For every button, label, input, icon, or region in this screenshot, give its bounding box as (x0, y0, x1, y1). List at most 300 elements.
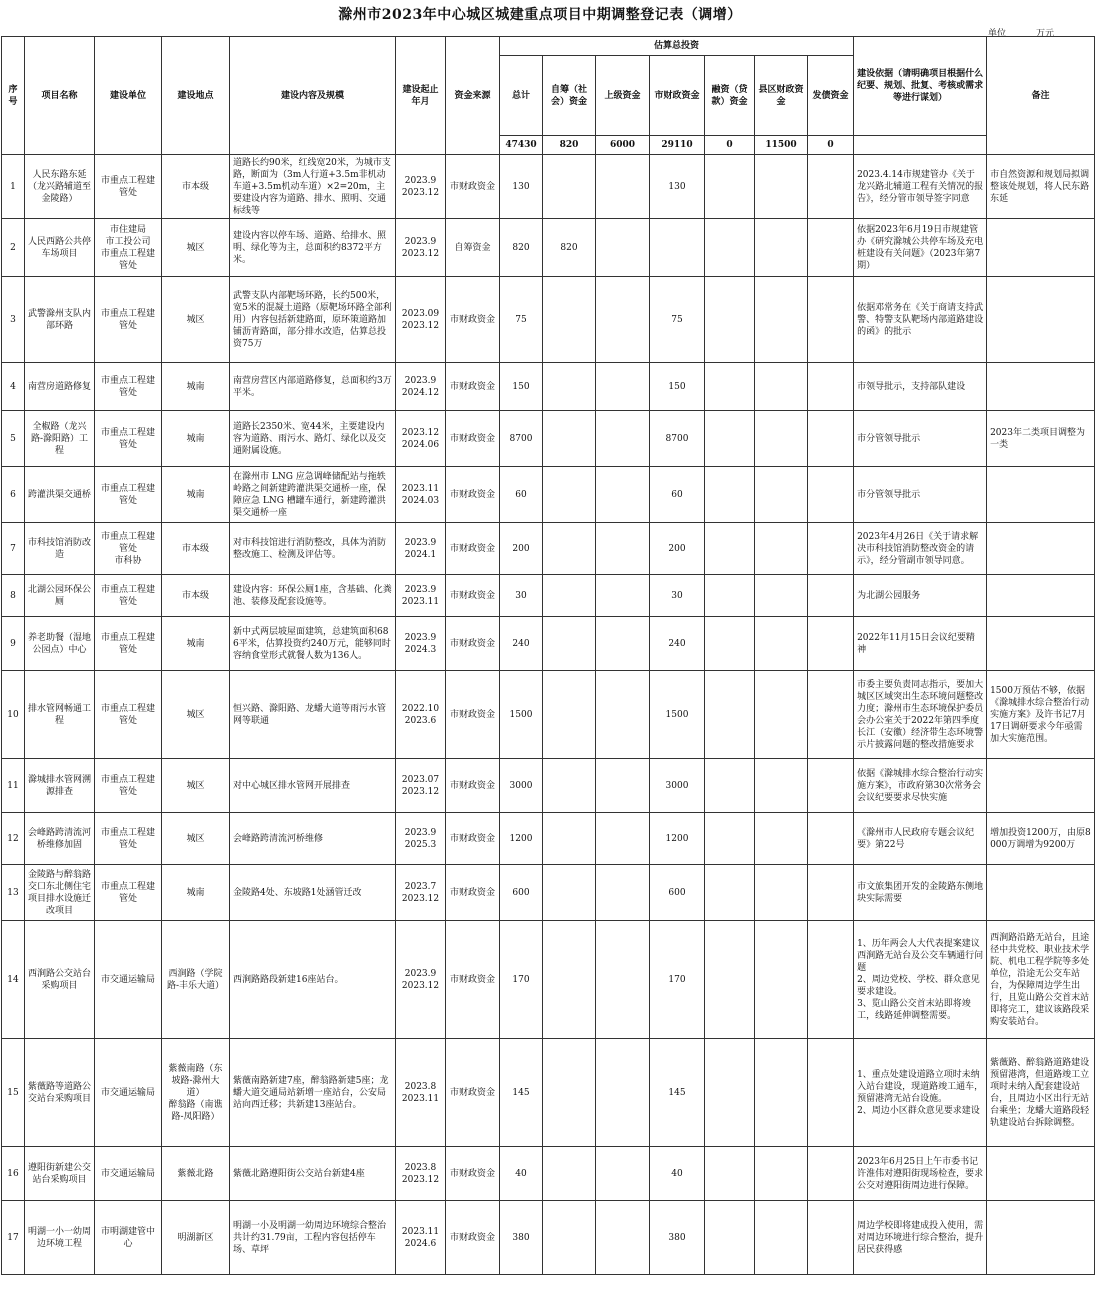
cell-bond-funds (808, 219, 854, 277)
cell-district-funds (755, 617, 808, 671)
cell-unit: 市重点工程建管处 (95, 467, 162, 523)
cell-bond-funds (808, 671, 854, 759)
cell-self-funds (543, 813, 596, 865)
cell-basis: 市分管领导批示 (854, 411, 987, 467)
header-content: 建设内容及规模 (230, 37, 396, 155)
unit-value: 万元 (1036, 29, 1055, 39)
cell-city-funds: 1500 (650, 671, 705, 759)
cell-district-funds (755, 219, 808, 277)
cell-upper-funds (596, 671, 650, 759)
cell-period: 2023.9 2023.11 (396, 575, 446, 617)
cell-location: 明湖新区 (162, 1201, 230, 1275)
cell-remark: 市自然资源和规划局拟调整该处规划，将人民东路东延 (987, 155, 1095, 219)
cell-content: 紫薇北路遵阳街公交站台新建4座 (230, 1147, 396, 1201)
cell-seq: 5 (2, 411, 25, 467)
cell-source: 市财政资金 (446, 363, 500, 411)
cell-remark: 紫薇路、醉翁路道路建设预留港湾，但道路竣工立项时未纳入配套建设站台，且周边小区出行无站台乘坐；龙蟠大道路段轻轨建设站台拆除调整。 (987, 1039, 1095, 1147)
cell-source: 市财政资金 (446, 155, 500, 219)
cell-seq: 17 (2, 1201, 25, 1275)
cell-self-funds (543, 277, 596, 363)
table-row (2, 467, 1095, 523)
cell-location: 城区 (162, 671, 230, 759)
cell-period: 2023.12 2024.06 (396, 411, 446, 467)
cell-district-funds (755, 467, 808, 523)
cell-upper-funds (596, 155, 650, 219)
cell-source: 自筹资金 (446, 219, 500, 277)
cell-total: 170 (500, 921, 543, 1039)
cell-content: 道路长约90米，红线宽20米，为城市支路，断面为（3m人行道+3.5m非机动车道+3.5m机动车道）×2=20m，主要建设内容为道路、排水、照明、交通标线等 (230, 155, 396, 219)
cell-location: 城区 (162, 219, 230, 277)
cell-unit: 市交通运输局 (95, 1039, 162, 1147)
header-bond-funds: 发债资金 (808, 56, 854, 136)
cell-location: 城区 (162, 277, 230, 363)
cell-bond-funds (808, 1147, 854, 1201)
cell-seq: 2 (2, 219, 25, 277)
cell-source: 市财政资金 (446, 467, 500, 523)
cell-name: 滁城排水管网溯源排查 (25, 759, 95, 813)
cell-period: 2023.8 2023.12 (396, 1147, 446, 1201)
cell-remark: 2023年二类项目调整为一类 (987, 411, 1095, 467)
cell-upper-funds (596, 411, 650, 467)
cell-name: 遵阳街新建公交站台采购项目 (25, 1147, 95, 1201)
cell-city-funds: 600 (650, 865, 705, 921)
cell-upper-funds (596, 523, 650, 575)
cell-name: 人民东路东延（龙兴路辅道至金陵路） (25, 155, 95, 219)
cell-remark (987, 617, 1095, 671)
cell-total: 40 (500, 1147, 543, 1201)
cell-self-funds (543, 617, 596, 671)
cell-bond-funds (808, 921, 854, 1039)
cell-basis: 2023.4.14市规建管办《关于龙兴路北辅道工程有关情况的报告》，经分管市领导签字同意 (854, 155, 987, 219)
header-basis: 建设依据（请明确项目根据什么纪要、规划、批复、考核或需求等进行谋划） (854, 37, 987, 136)
cell-unit: 市重点工程建管处 (95, 865, 162, 921)
cell-basis: 依据邓常务在《关于商请支持武警、特警支队靶场内部道路建设的函》的批示 (854, 277, 987, 363)
cell-location: 城南 (162, 865, 230, 921)
cell-location: 城南 (162, 363, 230, 411)
cell-loan-funds (705, 575, 755, 617)
cell-content: 建设内容以停车场、道路、给排水、照明、绿化等为主，总面积约8372平方米。 (230, 219, 396, 277)
cell-seq: 13 (2, 865, 25, 921)
cell-unit: 市重点工程建管处 (95, 575, 162, 617)
header-city-funds: 市财政资金 (650, 56, 705, 136)
cell-period: 2023.9 2024.12 (396, 363, 446, 411)
cell-period: 2023.11 2024.03 (396, 467, 446, 523)
cell-upper-funds (596, 1039, 650, 1147)
cell-seq: 9 (2, 617, 25, 671)
table-row (2, 921, 1095, 1039)
cell-remark (987, 759, 1095, 813)
header-source: 资金来源 (446, 37, 500, 155)
cell-city-funds: 75 (650, 277, 705, 363)
cell-period: 2023.7 2023.12 (396, 865, 446, 921)
cell-seq: 15 (2, 1039, 25, 1147)
cell-self-funds (543, 523, 596, 575)
cell-location: 紫薇南路（东坡路-滁州大道） 醉翁路（南谯路-凤阳路） (162, 1039, 230, 1147)
cell-source: 市财政资金 (446, 575, 500, 617)
cell-district-funds (755, 921, 808, 1039)
cell-total: 75 (500, 277, 543, 363)
cell-content: 明湖一小及明湖一幼周边环境综合整治共计约31.79亩，工程内容包括停车场、草坪 (230, 1201, 396, 1275)
cell-period: 2023.8 2023.11 (396, 1039, 446, 1147)
table-row (2, 575, 1095, 617)
cell-name: 人民西路公共停车场项目 (25, 219, 95, 277)
cell-total: 240 (500, 617, 543, 671)
header-period: 建设起止年月 (396, 37, 446, 155)
cell-name: 明湖一小一幼周边环境工程 (25, 1201, 95, 1275)
cell-name: 西涧路公交站台采购项目 (25, 921, 95, 1039)
cell-district-funds (755, 155, 808, 219)
cell-district-funds (755, 363, 808, 411)
cell-upper-funds (596, 1201, 650, 1275)
cell-remark (987, 523, 1095, 575)
cell-name: 市科技馆消防改造 (25, 523, 95, 575)
cell-bond-funds (808, 1201, 854, 1275)
cell-period: 2023.9 2023.12 (396, 921, 446, 1039)
cell-city-funds: 240 (650, 617, 705, 671)
cell-remark (987, 467, 1095, 523)
cell-remark (987, 277, 1095, 363)
cell-source: 市财政资金 (446, 617, 500, 671)
cell-period: 2023.09 2023.12 (396, 277, 446, 363)
cell-remark (987, 219, 1095, 277)
cell-district-funds (755, 1147, 808, 1201)
cell-self-funds (543, 759, 596, 813)
cell-total: 380 (500, 1201, 543, 1275)
cell-basis: 2023年6月25日上午市委书记许淮伟对遵阳街现场检查，要求公交对遵阳街周边进行保障。 (854, 1147, 987, 1201)
cell-source: 市财政资金 (446, 1039, 500, 1147)
cell-remark (987, 1147, 1095, 1201)
cell-location: 市本级 (162, 523, 230, 575)
cell-total: 3000 (500, 759, 543, 813)
cell-bond-funds (808, 865, 854, 921)
cell-basis: 1、重点处建设道路立项时未纳入站台建设，现道路竣工通车，预留港湾无站台设施。 2、周边小区群众意见要求建设 (854, 1039, 987, 1147)
cell-seq: 4 (2, 363, 25, 411)
header-loan-funds: 融资（贷款）资金 (705, 56, 755, 136)
cell-city-funds: 380 (650, 1201, 705, 1275)
cell-upper-funds (596, 219, 650, 277)
cell-remark (987, 1201, 1095, 1275)
cell-total: 145 (500, 1039, 543, 1147)
cell-upper-funds (596, 363, 650, 411)
cell-loan-funds (705, 617, 755, 671)
cell-source: 市财政资金 (446, 411, 500, 467)
cell-basis: 市分管领导批示 (854, 467, 987, 523)
cell-upper-funds (596, 575, 650, 617)
total-city: 29110 (650, 136, 705, 155)
table-row (2, 759, 1095, 813)
cell-source: 市财政资金 (446, 1201, 500, 1275)
cell-district-funds (755, 671, 808, 759)
cell-bond-funds (808, 617, 854, 671)
cell-seq: 6 (2, 467, 25, 523)
cell-upper-funds (596, 617, 650, 671)
cell-seq: 10 (2, 671, 25, 759)
cell-period: 2023.9 2023.12 (396, 155, 446, 219)
cell-basis: 2022年11月15日会议纪要精神 (854, 617, 987, 671)
cell-district-funds (755, 865, 808, 921)
table-row (2, 865, 1095, 921)
cell-remark: 增加投资1200万，由原8000万调增为9200万 (987, 813, 1095, 865)
cell-upper-funds (596, 865, 650, 921)
cell-name: 跨灌洪渠交通桥 (25, 467, 95, 523)
cell-source: 市财政资金 (446, 523, 500, 575)
cell-loan-funds (705, 759, 755, 813)
cell-bond-funds (808, 523, 854, 575)
cell-total: 820 (500, 219, 543, 277)
project-table (1, 36, 1095, 1275)
cell-basis: 依据2023年6月19日市规建管办《研究滁城公共停车场及充电桩建设有关问题》（2023年第7期） (854, 219, 987, 277)
cell-seq: 12 (2, 813, 25, 865)
cell-source: 市财政资金 (446, 277, 500, 363)
header-location: 建设地点 (162, 37, 230, 155)
cell-basis: 周边学校即将建成投入使用，需对周边环境进行综合整治，提升居民获得感 (854, 1201, 987, 1275)
cell-content: 紫薇南路新建7座，醉翁路新建5座；龙蟠大道交通局站新增一座站台，公安局站向西迁移；共新建13座站台。 (230, 1039, 396, 1147)
cell-content: 在滁州市 LNG 应急调峰储配站与拖轶岭路之间新建跨灌洪渠交通桥一座，保障应急 LNG 槽罐车通行，新建跨灌洪渠交通桥一座 (230, 467, 396, 523)
cell-bond-funds (808, 411, 854, 467)
cell-total: 1200 (500, 813, 543, 865)
cell-self-funds (543, 671, 596, 759)
cell-content: 武警支队内部靶场环路，长约500米，宽5米的混凝土道路（原靶场环路全部利用）内容包括新建路面，原环策道路加铺沥青路面，部分排水改造，估算总投资75万 (230, 277, 396, 363)
cell-self-funds (543, 921, 596, 1039)
cell-city-funds: 40 (650, 1147, 705, 1201)
page-title: 滁州市2023年中心城区城建重点项目中期调整登记表（调增） (338, 7, 742, 23)
cell-unit: 市重点工程建管处 市科协 (95, 523, 162, 575)
cell-period: 2023.9 2024.3 (396, 617, 446, 671)
cell-source: 市财政资金 (446, 865, 500, 921)
cell-total: 1500 (500, 671, 543, 759)
cell-basis: 为北湖公园服务 (854, 575, 987, 617)
cell-basis: 《滁州市人民政府专题会议纪要》第22号 (854, 813, 987, 865)
cell-content: 恒兴路、滁阳路、龙蟠大道等雨污水管网等联通 (230, 671, 396, 759)
cell-city-funds (650, 219, 705, 277)
cell-period: 2023.11 2024.6 (396, 1201, 446, 1275)
cell-unit: 市住建局 市工投公司 市重点工程建管处 (95, 219, 162, 277)
cell-total: 200 (500, 523, 543, 575)
cell-unit: 市明湖建管中心 (95, 1201, 162, 1275)
cell-content: 西涧路路段新建16座站台。 (230, 921, 396, 1039)
cell-unit: 市交通运输局 (95, 1147, 162, 1201)
cell-period: 2023.07 2023.12 (396, 759, 446, 813)
cell-basis: 2023年4月26日《关于请求解决市科技馆消防整改资金的请示》，经分管副市领导同意。 (854, 523, 987, 575)
cell-source: 市财政资金 (446, 671, 500, 759)
cell-loan-funds (705, 865, 755, 921)
cell-bond-funds (808, 363, 854, 411)
table-row (2, 411, 1095, 467)
table-row (2, 671, 1095, 759)
cell-period: 2023.9 2025.3 (396, 813, 446, 865)
cell-district-funds (755, 277, 808, 363)
cell-total: 8700 (500, 411, 543, 467)
cell-basis: 市文旅集团开发的金陵路东侧地块实际需要 (854, 865, 987, 921)
cell-bond-funds (808, 277, 854, 363)
cell-source: 市财政资金 (446, 1147, 500, 1201)
cell-total: 150 (500, 363, 543, 411)
cell-location: 城南 (162, 467, 230, 523)
cell-total: 130 (500, 155, 543, 219)
cell-seq: 7 (2, 523, 25, 575)
cell-total: 60 (500, 467, 543, 523)
cell-loan-funds (705, 219, 755, 277)
cell-upper-funds (596, 277, 650, 363)
header-name: 项目名称 (25, 37, 95, 155)
cell-city-funds: 8700 (650, 411, 705, 467)
cell-city-funds: 200 (650, 523, 705, 575)
cell-location: 紫薇北路 (162, 1147, 230, 1201)
cell-upper-funds (596, 921, 650, 1039)
cell-basis: 市委主要负责同志指示，要加大城区区域突出生态环境问题整改力度；滁州市生态环境保护委员会办公室关于2022年第四季度长江（安徽）经济带生态环境警示片披露问题的整改措施要求 (854, 671, 987, 759)
table-row (2, 1147, 1095, 1201)
cell-district-funds (755, 759, 808, 813)
cell-seq: 11 (2, 759, 25, 813)
table-row (2, 523, 1095, 575)
cell-remark (987, 363, 1095, 411)
cell-district-funds (755, 523, 808, 575)
cell-location: 城区 (162, 813, 230, 865)
cell-source: 市财政资金 (446, 921, 500, 1039)
header-unit: 建设单位 (95, 37, 162, 155)
cell-remark: 西涧路沿路无站台，且途径中共党校、职业技术学院、机电工程学院等多处单位，沿途无公交车站台，为保障周边学生出行，且览山路公交首末站即将完工，建议该路段采购安装站台。 (987, 921, 1095, 1039)
table-row (2, 617, 1095, 671)
cell-city-funds: 30 (650, 575, 705, 617)
cell-bond-funds (808, 813, 854, 865)
cell-unit: 市交通运输局 (95, 921, 162, 1039)
cell-district-funds (755, 1201, 808, 1275)
total-bond: 0 (808, 136, 854, 155)
table-row (2, 277, 1095, 363)
cell-name: 北湖公园环保公厕 (25, 575, 95, 617)
cell-seq: 1 (2, 155, 25, 219)
cell-name: 会峰路跨清流河桥维修加固 (25, 813, 95, 865)
cell-city-funds: 1200 (650, 813, 705, 865)
cell-period: 2023.9 2024.1 (396, 523, 446, 575)
cell-basis: 依据《滁城排水综合整治行动实施方案》，市政府第30次常务会会议纪要要求尽快实施 (854, 759, 987, 813)
total-self: 820 (543, 136, 596, 155)
cell-remark (987, 865, 1095, 921)
header-investment-group: 估算总投资 (500, 37, 854, 56)
cell-city-funds: 60 (650, 467, 705, 523)
cell-district-funds (755, 411, 808, 467)
cell-bond-funds (808, 759, 854, 813)
cell-bond-funds (808, 467, 854, 523)
cell-city-funds: 130 (650, 155, 705, 219)
cell-basis: 市领导批示，支持部队建设 (854, 363, 987, 411)
cell-basis: 1、历年两会人大代表提案建议西涧路无站台及公交车辆通行问题 2、周边党校、学校、群众意见要求建设。 3、览山路公交首末站即将竣工，线路延伸调整需要。 (854, 921, 987, 1039)
cell-self-funds (543, 155, 596, 219)
header-total: 总计 (500, 56, 543, 136)
cell-self-funds (543, 467, 596, 523)
total-upper: 6000 (596, 136, 650, 155)
cell-location: 城南 (162, 617, 230, 671)
cell-self-funds (543, 1147, 596, 1201)
cell-location: 市本级 (162, 155, 230, 219)
cell-unit: 市重点工程建管处 (95, 671, 162, 759)
cell-name: 金陵路与醉翁路交口东北侧住宅项目排水设施迁改项目 (25, 865, 95, 921)
table-row (2, 155, 1095, 219)
cell-location: 城区 (162, 759, 230, 813)
cell-unit: 市重点工程建管处 (95, 363, 162, 411)
header-district-funds: 县区财政资金 (755, 56, 808, 136)
cell-upper-funds (596, 467, 650, 523)
table-row (2, 219, 1095, 277)
total-loan: 0 (705, 136, 755, 155)
total-basis-blank (854, 136, 987, 155)
cell-loan-funds (705, 155, 755, 219)
cell-upper-funds (596, 759, 650, 813)
cell-unit: 市重点工程建管处 (95, 617, 162, 671)
cell-period: 2022.10 2023.6 (396, 671, 446, 759)
cell-content: 会峰路跨清流河桥维修 (230, 813, 396, 865)
cell-self-funds (543, 575, 596, 617)
cell-loan-funds (705, 467, 755, 523)
cell-loan-funds (705, 411, 755, 467)
total-all: 47430 (500, 136, 543, 155)
cell-unit: 市重点工程建管处 (95, 759, 162, 813)
table-row (2, 1039, 1095, 1147)
cell-name: 全椒路（龙兴路-滁阳路）工程 (25, 411, 95, 467)
cell-unit: 市重点工程建管处 (95, 813, 162, 865)
cell-self-funds (543, 363, 596, 411)
cell-bond-funds (808, 1039, 854, 1147)
total-district: 11500 (755, 136, 808, 155)
cell-self-funds: 820 (543, 219, 596, 277)
cell-seq: 8 (2, 575, 25, 617)
header-self-funds: 自筹（社会）资金 (543, 56, 596, 136)
cell-self-funds (543, 865, 596, 921)
cell-content: 建设内容：环保公厕1座，含基础、化粪池、装修及配套设施等。 (230, 575, 396, 617)
cell-location: 城南 (162, 411, 230, 467)
cell-loan-funds (705, 363, 755, 411)
cell-loan-funds (705, 921, 755, 1039)
cell-district-funds (755, 1039, 808, 1147)
cell-unit: 市重点工程建管处 (95, 155, 162, 219)
cell-name: 南营房道路修复 (25, 363, 95, 411)
cell-city-funds: 150 (650, 363, 705, 411)
cell-city-funds: 145 (650, 1039, 705, 1147)
cell-name: 紫薇路等道路公交站台采购项目 (25, 1039, 95, 1147)
cell-content: 南营房营区内部道路修复，总面积约3万平米。 (230, 363, 396, 411)
cell-bond-funds (808, 155, 854, 219)
cell-content: 道路长2350米、宽44米，主要建设内容为道路、雨污水、路灯、绿化以及交通附属设施。 (230, 411, 396, 467)
cell-location: 西涧路（学院路-丰乐大道） (162, 921, 230, 1039)
cell-location: 市本级 (162, 575, 230, 617)
cell-loan-funds (705, 277, 755, 363)
unit-label: 单位 (988, 29, 1007, 39)
cell-seq: 14 (2, 921, 25, 1039)
cell-total: 600 (500, 865, 543, 921)
cell-total: 30 (500, 575, 543, 617)
cell-self-funds (543, 1039, 596, 1147)
header-upper-funds: 上级资金 (596, 56, 650, 136)
cell-seq: 16 (2, 1147, 25, 1201)
cell-loan-funds (705, 1201, 755, 1275)
cell-name: 排水管网畅通工程 (25, 671, 95, 759)
cell-remark (987, 575, 1095, 617)
table-row (2, 1201, 1095, 1275)
cell-self-funds (543, 411, 596, 467)
cell-loan-funds (705, 813, 755, 865)
cell-seq: 3 (2, 277, 25, 363)
cell-source: 市财政资金 (446, 759, 500, 813)
cell-content: 对市科技馆进行消防整改，具体为消防整改施工、检测及评估等。 (230, 523, 396, 575)
cell-loan-funds (705, 523, 755, 575)
cell-remark: 1500万预估不够，依据《滁城排水综合整治行动实施方案》及许书记7月17日调研要求今年亟需加大实施范围。 (987, 671, 1095, 759)
cell-self-funds (543, 1201, 596, 1275)
cell-loan-funds (705, 671, 755, 759)
header-remark: 备注 (987, 37, 1095, 155)
cell-upper-funds (596, 1147, 650, 1201)
table-row (2, 813, 1095, 865)
cell-city-funds: 3000 (650, 759, 705, 813)
